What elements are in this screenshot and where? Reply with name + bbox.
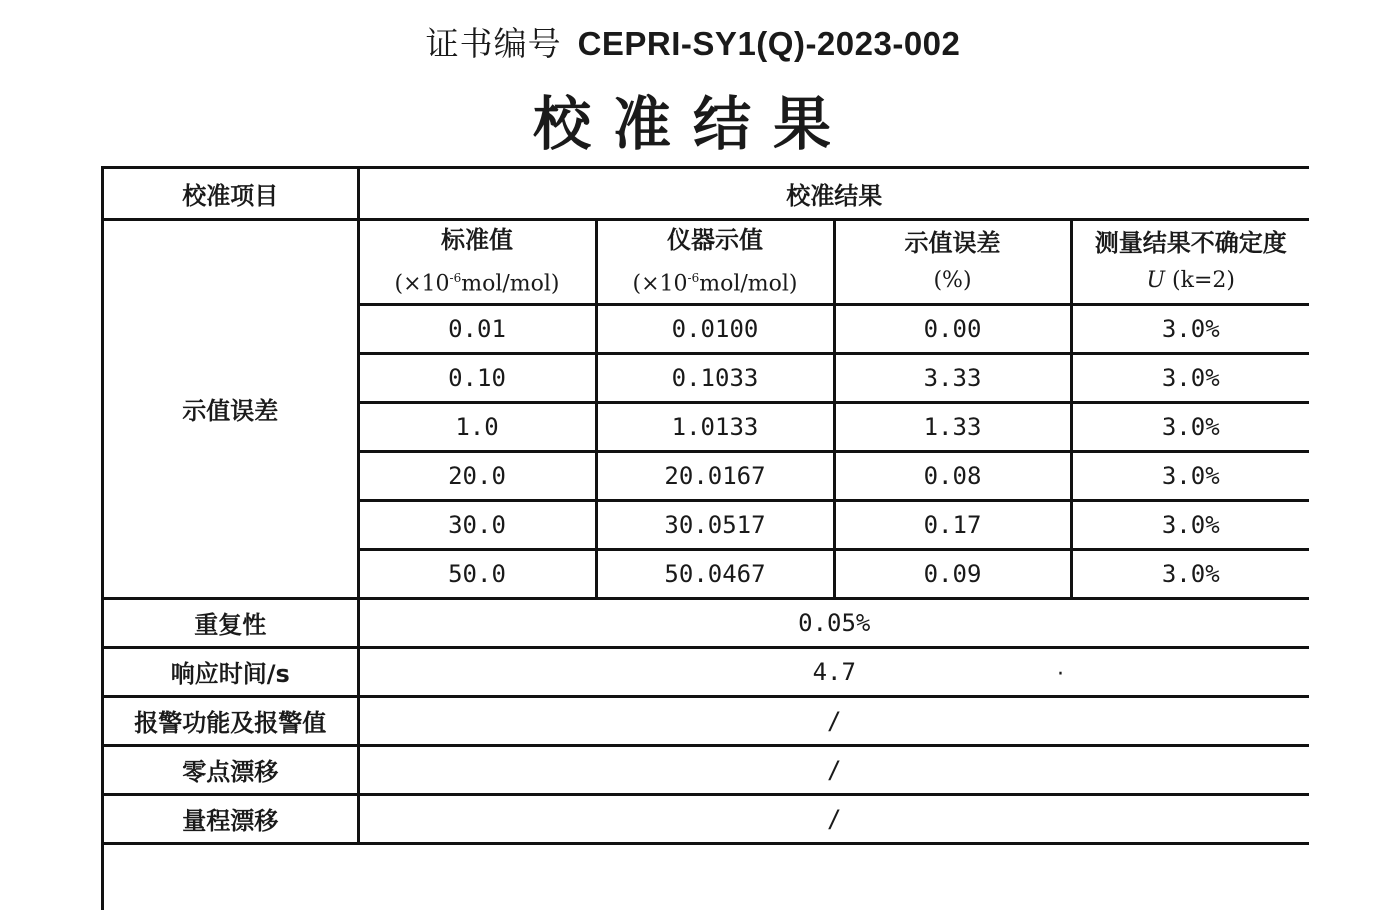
column-header-standard-value bbox=[358, 219, 596, 304]
cell-instrument-reading: 30.0517 bbox=[596, 500, 834, 549]
column-header-indication-error bbox=[834, 219, 1071, 304]
cell-standard-value: 30.0 bbox=[358, 500, 596, 549]
cell-instrument-reading: 1.0133 bbox=[596, 402, 834, 451]
table-row-repeatability bbox=[104, 598, 1309, 647]
value-span-drift: / bbox=[358, 794, 1309, 843]
value-response-time: 4.7 bbox=[358, 647, 1309, 696]
ink-speck: · bbox=[1057, 662, 1064, 687]
calibration-results-table bbox=[101, 166, 1309, 910]
column-unit-standard-value: $(\times 10^{-6}mol/mol)$ bbox=[394, 270, 560, 296]
column-title-instrument-reading: 仪器示值 bbox=[667, 225, 763, 254]
table-header-row bbox=[104, 169, 1309, 219]
cell-indication-error: 0.00 bbox=[834, 304, 1071, 353]
cell-instrument-reading: 0.1033 bbox=[596, 353, 834, 402]
column-unit-instrument-reading: $(\times 10^{-6}mol/mol)$ bbox=[632, 270, 798, 296]
cell-uncertainty: 3.0% bbox=[1071, 353, 1309, 402]
page-title: 校准结果 bbox=[532, 90, 853, 158]
cell-indication-error: 1.33 bbox=[834, 402, 1071, 451]
column-unit-uncertainty: U (k=2) bbox=[1146, 267, 1235, 293]
indication-error-label: 示值误差 bbox=[104, 219, 358, 598]
cell-indication-error: 0.17 bbox=[834, 500, 1071, 549]
cell-indication-error: 3.33 bbox=[834, 353, 1071, 402]
cell-uncertainty: 3.0% bbox=[1071, 402, 1309, 451]
label-response-time: 响应时间/s bbox=[104, 647, 358, 696]
header-calibration-result: 校准结果 bbox=[358, 169, 1309, 219]
label-span-drift: 量程漂移 bbox=[104, 794, 358, 843]
cell-instrument-reading: 0.0100 bbox=[596, 304, 834, 353]
column-unit-indication-error: (%) bbox=[933, 267, 972, 293]
cell-uncertainty: 3.0% bbox=[1071, 451, 1309, 500]
column-title-uncertainty: 测量结果不确定度 bbox=[1094, 228, 1287, 257]
value-zero-drift: / bbox=[358, 745, 1309, 794]
cell-instrument-reading: 50.0467 bbox=[596, 549, 834, 598]
certificate-number-label: 证书编号 bbox=[425, 24, 562, 63]
value-alarm-function: / bbox=[358, 696, 1309, 745]
indication-error-subheader-row bbox=[104, 219, 1309, 304]
label-alarm-function: 报警功能及报警值 bbox=[104, 696, 358, 745]
certificate-number-line bbox=[0, 22, 1386, 66]
table-row-alarm-function bbox=[104, 696, 1309, 745]
cell-uncertainty: 3.0% bbox=[1071, 500, 1309, 549]
cell-standard-value: 0.10 bbox=[358, 353, 596, 402]
column-header-uncertainty bbox=[1071, 219, 1309, 304]
cell-standard-value: 50.0 bbox=[358, 549, 596, 598]
label-repeatability: 重复性 bbox=[104, 598, 358, 647]
column-header-instrument-reading bbox=[596, 219, 834, 304]
table-row-zero-drift bbox=[104, 745, 1309, 794]
cell-instrument-reading: 20.0167 bbox=[596, 451, 834, 500]
cell-standard-value: 0.01 bbox=[358, 304, 596, 353]
label-zero-drift: 零点漂移 bbox=[104, 745, 358, 794]
cell-standard-value: 20.0 bbox=[358, 451, 596, 500]
certificate-number-value: CEPRI-SY1(Q)-2023-002 bbox=[577, 25, 961, 62]
table-row-span-drift bbox=[104, 794, 1309, 843]
column-title-standard-value: 标准值 bbox=[441, 225, 513, 254]
column-title-indication-error: 示值误差 bbox=[904, 228, 1001, 257]
cell-indication-error: 0.08 bbox=[834, 451, 1071, 500]
value-repeatability: 0.05% bbox=[358, 598, 1309, 647]
table-row-response-time bbox=[104, 647, 1309, 696]
cell-uncertainty: 3.0% bbox=[1071, 304, 1309, 353]
cell-uncertainty: 3.0% bbox=[1071, 549, 1309, 598]
header-calibration-item: 校准项目 bbox=[104, 169, 358, 219]
cell-indication-error: 0.09 bbox=[834, 549, 1071, 598]
cell-standard-value: 1.0 bbox=[358, 402, 596, 451]
